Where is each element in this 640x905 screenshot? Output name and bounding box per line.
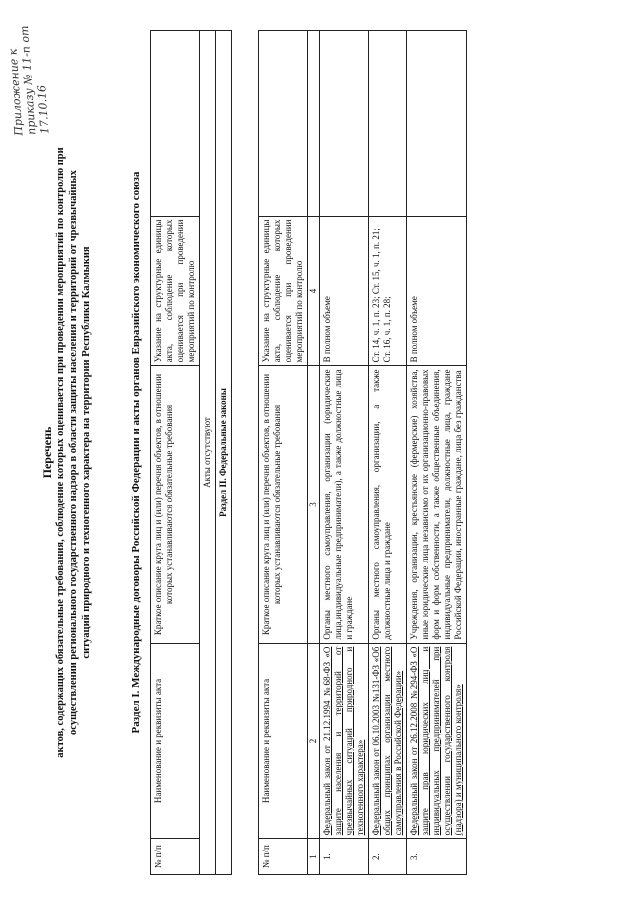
- act-name[interactable]: Федеральный закон от 21.12.1994 №68-ФЗ «О защите населения и территорий от чрезвычайных ситуаций природного и техногенного характера»: [320, 643, 369, 839]
- handwritten-note: Приложение к приказу № 11-п от 17.10.16: [6, 25, 52, 137]
- column-number: 3: [308, 366, 320, 643]
- section-1-empty-row: [200, 31, 216, 875]
- act-subjects: Органы местного самоуправления, организации (юридические лица,индивидуальные предприниматели), а также должностные лица и граждане: [320, 366, 369, 643]
- act-scope: [320, 31, 369, 217]
- act-scope: [369, 31, 407, 217]
- act-units: В полном объеме: [407, 216, 467, 366]
- column-number-row: [308, 31, 320, 875]
- row-number: 1.: [320, 839, 369, 875]
- act-scope: [407, 31, 467, 217]
- document-subtitle-line-1: актов, содержащих обязательные требования, соблюдение которых оценивается при проведении мероприятий по контролю при: [55, 147, 66, 758]
- column-number: 4: [308, 216, 320, 366]
- act-subjects: Органы местного самоуправления, организации, а также должностные лица и граждане: [369, 366, 407, 643]
- section-2-table: [258, 30, 467, 875]
- table-row: [320, 31, 369, 875]
- section-2-heading: Раздел II. Федеральные законы: [216, 31, 232, 875]
- column-number: 2: [308, 643, 320, 839]
- document-subtitle-line-3: ситуаций природного и техногенного характера на территории Республики Калмыкия: [81, 246, 92, 659]
- header-desc: Краткое описание круга лиц и (или) перечня объектов, в отношении которых устанавливаются обязательные требования: [259, 366, 308, 643]
- column-number: 1: [308, 839, 320, 875]
- document-subtitle-line-2: осуществлении регионального государственного надзора в области защиты населения и территорий от чрезвычайных: [68, 170, 79, 735]
- act-subjects: Учреждения, организации, крестьянские (фермерские) хозяйства, иные юридические лица независимо от их организационно-правовых форм и форм собственности, а также общественные объединения, индивидуальные предприниматели, должностные лица, граждане Российской Федерации, иностранные граждане, лица без гражданства: [407, 366, 467, 643]
- header-ref: Указание на структурные единицы акта, соблюдение которых оценивается при проведении мероприятий по контролю: [151, 216, 200, 366]
- column-number-empty: [308, 31, 320, 217]
- header-ref: Указание на структурные единицы акта, соблюдение которых оценивается при проведении мероприятий по контролю: [259, 216, 308, 366]
- table-row: [369, 31, 407, 875]
- act-units: В полном объеме: [320, 216, 369, 366]
- document-title-block: [40, 30, 93, 875]
- header-empty: [151, 31, 200, 217]
- header-desc: Краткое описание круга лиц и (или) перечня объектов, в отношении которых устанавливаются обязательные требования: [151, 366, 200, 643]
- document-title: Перечень: [40, 426, 54, 479]
- header-name: Наименование и реквизиты акта: [151, 643, 200, 839]
- header-name: Наименование и реквизиты акта: [259, 643, 308, 839]
- header-num: № п/п: [151, 839, 200, 875]
- row-number: 2.: [369, 839, 407, 875]
- table-row: [407, 31, 467, 875]
- section-2-header-row: [259, 31, 308, 875]
- section-2-heading-row: [216, 31, 232, 875]
- section-1-heading: Раздел I. Международные договоры Российской Федерации и акты органов Евразийского экономического союза: [130, 171, 142, 734]
- act-name[interactable]: Федеральный закон от 06.10.2003 №131-ФЗ «Об общих принципах организации местного самоуправления в Российской Федерации»: [369, 643, 407, 839]
- section-1-header-row: [151, 31, 200, 875]
- section-1-table: [150, 30, 232, 875]
- acts-absent-text: Акты отсутствуют: [200, 31, 216, 875]
- header-empty: [259, 31, 308, 217]
- row-number: 3.: [407, 839, 467, 875]
- header-num: № п/п: [259, 839, 308, 875]
- act-units: Ст. 14, ч. 1, п. 23; Ст. 15, ч. 1, п. 21; Ст. 16, ч. 1, п. 28;: [369, 216, 407, 366]
- act-name[interactable]: Федеральный закон от 26.12.2008 №294-ФЗ «О защите прав юридических лиц и индивидуальных предпринимателей при осуществлении государственного контроля (надзора) и муниципального контроля»: [407, 643, 467, 839]
